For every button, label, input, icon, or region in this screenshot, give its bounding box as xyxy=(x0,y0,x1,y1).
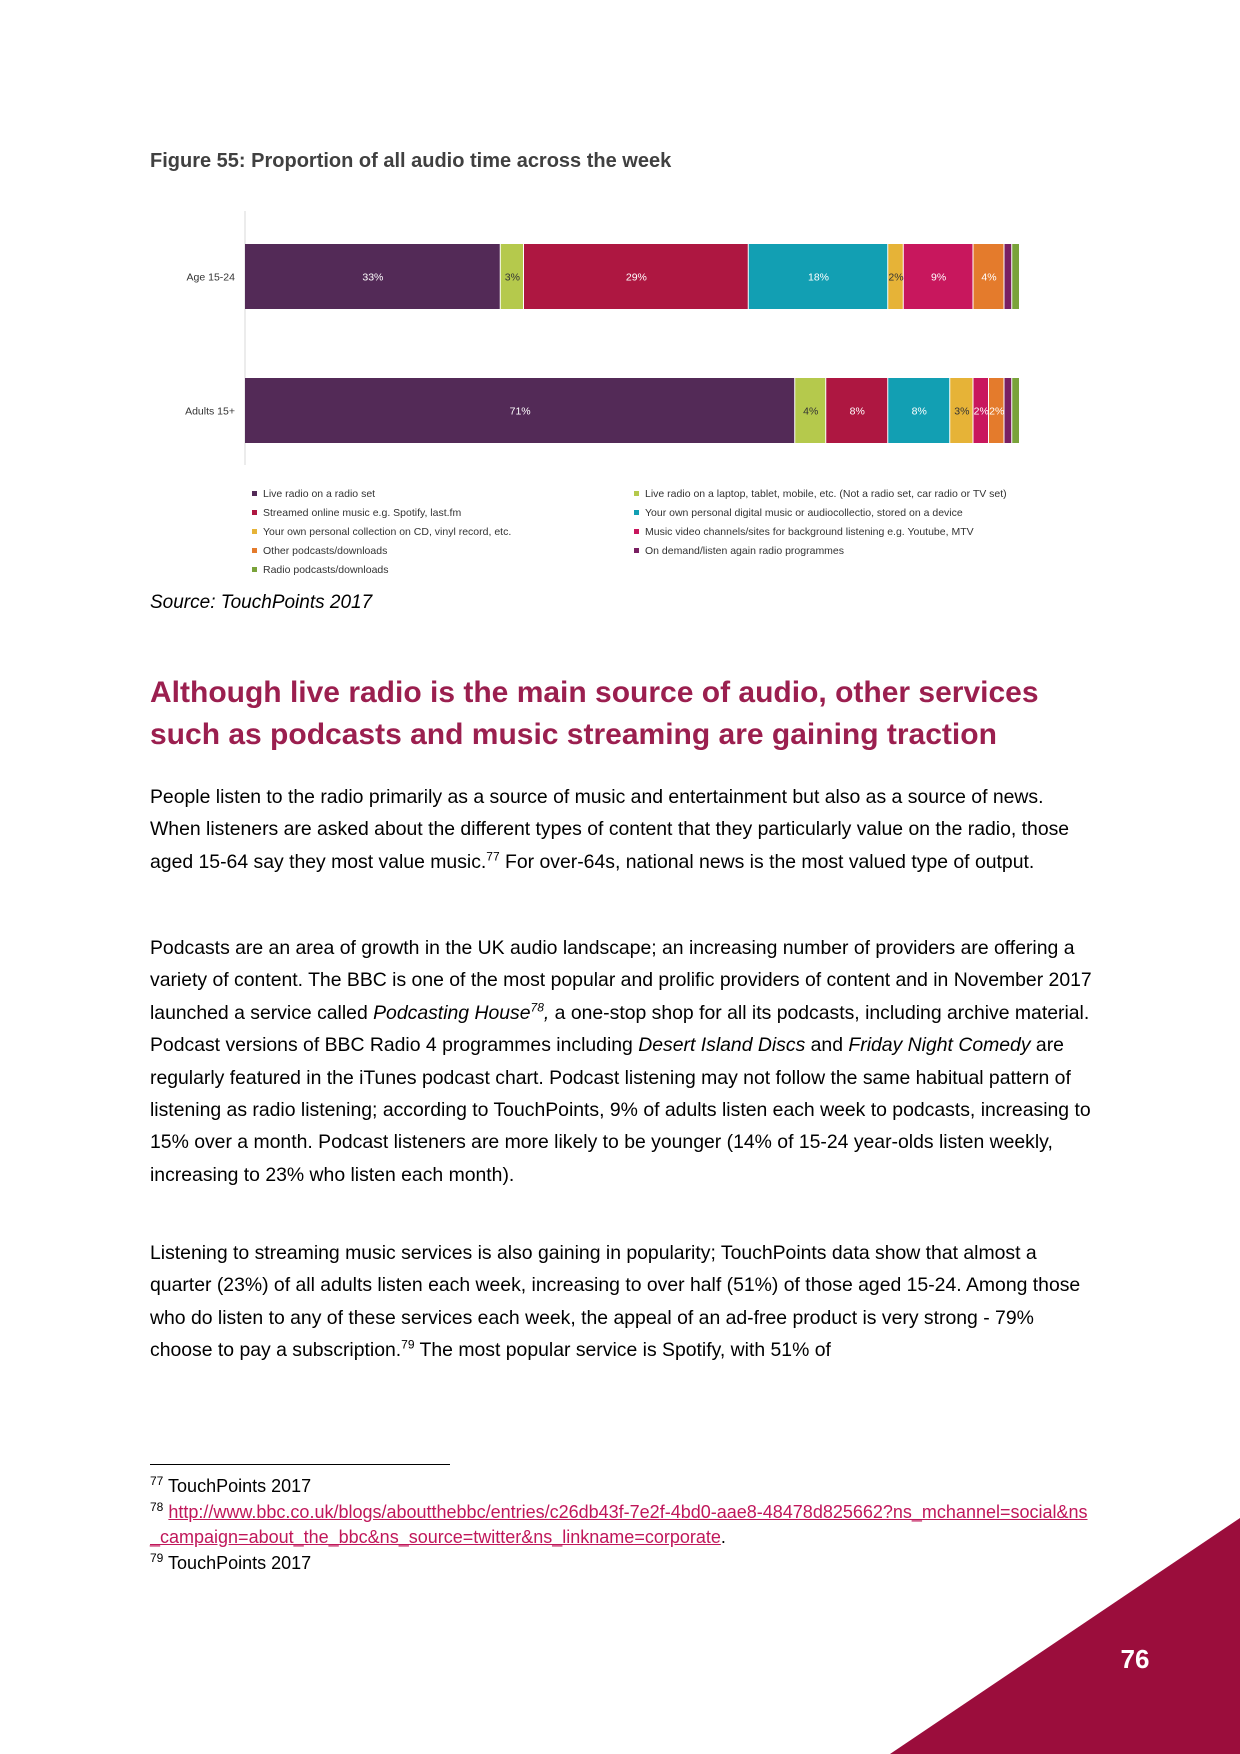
data-label: 8% xyxy=(849,405,865,418)
paragraph-radio-value: People listen to the radio primarily as a source of music and entertainment but also as a source of news. When listeners are asked about the different types of content that they particularly value on the radio, those aged 15-64 say they most value music.$^{77}$ For over-64s, national news is the most valued type of output. xyxy=(150,786,1070,873)
legend-label: Your own personal digital music or audiocollectio, stored on a device xyxy=(645,506,963,519)
category-label: Age 15-24 xyxy=(186,271,235,284)
bar-segment xyxy=(1012,244,1019,309)
stacked-bar-chart xyxy=(140,205,1040,475)
data-label: 3% xyxy=(504,271,520,284)
legend-swatch xyxy=(252,529,257,534)
bar-segment xyxy=(1005,378,1012,443)
legend-item xyxy=(252,505,634,520)
legend-item xyxy=(634,543,1054,558)
chart-bars xyxy=(245,244,1019,443)
legend-item xyxy=(252,524,634,539)
footnote-79: $^{79}$ TouchPoints 2017 xyxy=(150,1550,312,1573)
bar-segment xyxy=(1005,244,1012,309)
legend-label: Your own personal collection on CD, vinyl record, etc. xyxy=(263,525,512,538)
footnote-divider xyxy=(150,1464,450,1465)
legend-swatch xyxy=(634,529,639,534)
legend-label: Other podcasts/downloads xyxy=(263,544,388,557)
page-number: 76 xyxy=(1120,1644,1150,1674)
legend-swatch xyxy=(252,510,257,515)
footnote-link[interactable]: http://www.bbc.co.uk/blogs/aboutthebbc/entries/c26db43f-7e2f-4bd0-aae8-48478d825662?ns_mchannel=social&ns_campaign=about_the_bbc&ns_source=twitter&ns_linkname=corporate xyxy=(150,1501,1088,1547)
figure-source: Source: TouchPoints 2017 xyxy=(150,592,373,613)
legend-item xyxy=(252,562,634,577)
bar-segment xyxy=(1012,378,1019,443)
footnote-ref-79[interactable]: 79 xyxy=(401,1337,415,1352)
data-label: 71% xyxy=(509,405,531,418)
legend-label: Streamed online music e.g. Spotify, last.fm xyxy=(263,506,462,519)
figure-title: Figure 55: Proportion of all audio time across the week xyxy=(150,150,672,172)
category-label: Adults 15+ xyxy=(185,405,235,418)
footnote-ref-78[interactable]: 78 xyxy=(530,1000,544,1015)
legend-label: Music video channels/sites for background listening e.g. Youtube, MTV xyxy=(645,525,974,538)
section-heading: Although live radio is the main source of audio, other services such as podcasts and music streaming are gaining traction xyxy=(150,676,1039,751)
data-label: 9% xyxy=(931,271,947,284)
legend-swatch xyxy=(634,548,639,553)
data-label: 4% xyxy=(981,271,997,284)
data-label: 18% xyxy=(807,271,830,284)
data-label: 2% xyxy=(888,271,904,284)
chart-legend xyxy=(252,486,1052,577)
paragraph-streaming: Listening to streaming music services is also gaining in popularity; TouchPoints data show that almost a quarter (23%) of all adults listen each week, increasing to over half (51%) of those aged 15-24. Among those who do listen to any of these services each week, the appeal of an ad-free product is very strong - 79% choose to pay a subscription.$^{79}$ The most popular service is Spotify, with 51% of xyxy=(150,1242,1081,1362)
footnote-77: $^{77}$ TouchPoints 2017 xyxy=(150,1474,312,1496)
footnote-ref-77[interactable]: 77 xyxy=(486,849,500,864)
data-label: 8% xyxy=(911,405,927,418)
legend-item xyxy=(634,505,1054,520)
category-labels xyxy=(185,272,235,418)
data-label: 2% xyxy=(989,405,1005,418)
legend-swatch xyxy=(634,510,639,515)
legend-item xyxy=(252,543,634,558)
legend-swatch xyxy=(252,491,257,496)
corner-decoration xyxy=(890,1518,1240,1754)
data-label: 33% xyxy=(362,271,384,284)
legend-label: On demand/listen again radio programmes xyxy=(645,544,845,557)
data-label: 2% xyxy=(973,405,989,418)
legend-label: Live radio on a radio set xyxy=(263,487,376,500)
legend-item xyxy=(634,524,1054,539)
legend-swatch xyxy=(634,491,639,496)
footnote-78: $^{78}$ http://www.bbc.co.uk/blogs/aboutthebbc/entries/c26db43f-7e2f-4bd0-aae8-48478d825662?ns_mchannel=social&ns_campaign=about_the_bbc&ns_source=twitter&ns_linkname=corporate. xyxy=(150,1499,1088,1547)
legend-label: Radio podcasts/downloads xyxy=(263,563,389,576)
data-label: 4% xyxy=(803,405,819,418)
paragraph-podcasts: Podcasts are an area of growth in the UK audio landscape; an increasing number of providers are offering a variety of content. The BBC is one of the most popular and prolific providers of content and in November 2017 launched a service called Podcasting House$^{78}$, a one-stop shop for all its podcasts, including archive material. Podcast versions of BBC Radio 4 programmes including Desert Island Discs and Friday Night Comedy are regularly featured in the iTunes podcast chart. Podcast listening may not follow the same habitual pattern of listening as radio listening; according to TouchPoints, 9% of adults listen each week to podcasts, increasing to 15% over a month. Podcast listeners are more likely to be younger (14% of 15-24 year-olds listen weekly, increasing to 23% who listen each month). xyxy=(150,937,1092,1186)
data-label: 3% xyxy=(954,405,970,418)
legend-label: Live radio on a laptop, tablet, mobile, etc. (Not a radio set, car radio or TV set) xyxy=(645,487,1007,500)
legend-swatch xyxy=(252,548,257,553)
legend-item xyxy=(252,486,634,501)
data-label: 29% xyxy=(625,271,647,284)
legend-item xyxy=(634,486,1054,501)
legend-swatch xyxy=(252,567,257,572)
